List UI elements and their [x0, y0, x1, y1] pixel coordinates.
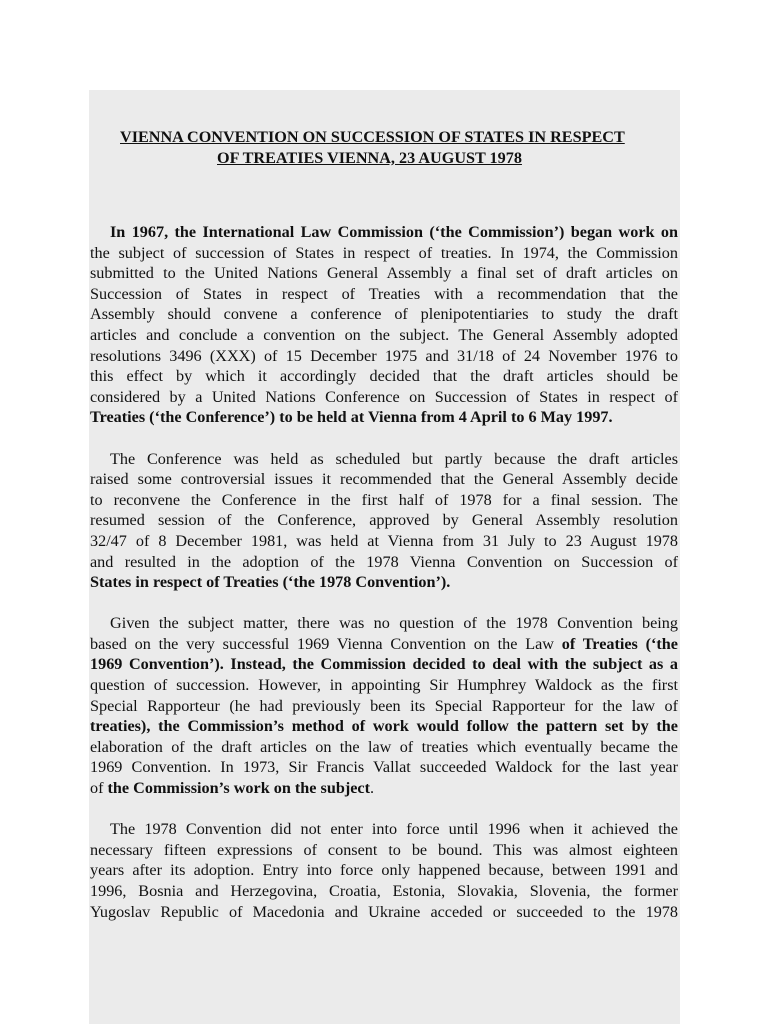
paragraph — [90, 222, 678, 428]
text-run: Assembly should convene a conference of plenipotentiaries to study the draft — [90, 305, 678, 324]
text-run: considered by a United Nations Conference on Succession of States in respect of — [90, 387, 678, 406]
text-run: Yugoslav Republic of Macedonia and Ukraine acceded or succeeded to the 1978 — [90, 902, 678, 921]
text-run: elaboration of the draft articles on the law of treaties which eventually became the — [90, 737, 678, 756]
text-line — [90, 552, 678, 573]
text-run: years after its adoption. Entry into force only happened because, between 1991 and — [90, 861, 678, 880]
title-line-1: VIENNA CONVENTION ON SUCCESSION OF STATES IN RESPECT — [120, 128, 625, 146]
text-run: based on the very successful 1969 Vienna Convention on the Law — [90, 634, 562, 653]
paragraph — [90, 613, 678, 798]
text-line — [90, 407, 678, 428]
text-run: Treaties (‘the Conference’) to be held at Vienna from 4 April to 6 May 1997. — [90, 408, 613, 427]
paragraph — [90, 819, 678, 922]
text-run: and resulted in the adoption of the 1978 Vienna Convention on Succession of — [90, 552, 678, 571]
text-run: 1969 Convention. In 1973, Sir Francis Vallat succeeded Waldock for the last year — [90, 758, 678, 777]
text-line — [90, 737, 678, 758]
text-run: The 1978 Convention did not enter into force until 1996 when it achieved the — [110, 820, 678, 839]
text-line — [90, 304, 678, 325]
text-line — [90, 222, 678, 243]
text-run: Given the subject matter, there was no question of the 1978 Convention being — [110, 614, 678, 633]
text-line — [90, 572, 678, 593]
text-line — [90, 840, 678, 861]
text-run: Special Rapporteur (he had previously been its Special Rapporteur for the law of — [90, 696, 678, 715]
text-line — [90, 613, 678, 634]
document-title — [89, 127, 680, 169]
text-line — [90, 716, 678, 737]
text-run: Succession of States in respect of Treaties with a recommendation that the — [90, 284, 678, 303]
text-run: the Commission’s work on the subject — [107, 779, 370, 798]
text-line — [90, 449, 678, 470]
text-line — [90, 696, 678, 717]
text-line — [90, 490, 678, 511]
text-line — [90, 469, 678, 490]
document-page — [89, 90, 680, 1024]
text-run: of Treaties (‘the — [561, 634, 678, 653]
text-line — [90, 634, 678, 655]
text-line — [90, 881, 678, 902]
text-line — [90, 284, 678, 305]
text-run: In 1967, the International Law Commission (‘the Commission’) began work on — [110, 223, 678, 241]
text-line — [90, 860, 678, 881]
text-line — [90, 325, 678, 346]
text-run: the subject of succession of States in respect of treaties. In 1974, the Commission — [90, 243, 678, 262]
text-run: 1996, Bosnia and Herzegovina, Croatia, Estonia, Slovakia, Slovenia, the former — [90, 882, 678, 900]
text-line — [90, 531, 678, 552]
text-run: treaties), the Commission’s method of work would follow the pattern set by the — [90, 717, 678, 736]
text-run: question of succession. However, in appointing Sir Humphrey Waldock as the first — [90, 676, 678, 695]
text-run: 1969 Convention’). Instead, the Commission decided to deal with the subject as a — [90, 655, 678, 674]
text-line — [90, 654, 678, 675]
text-line — [90, 510, 678, 531]
document-body — [90, 222, 678, 943]
text-run: articles and conclude a convention on the subject. The General Assembly adopted — [90, 325, 678, 344]
title-line-2: OF TREATIES VIENNA, 23 AUGUST 1978 — [217, 149, 522, 167]
text-run: The Conference was held as scheduled but partly because the draft articles — [110, 449, 678, 468]
text-line — [90, 819, 678, 840]
text-line — [90, 366, 678, 387]
text-run: submitted to the United Nations General Assembly a final set of draft articles on — [90, 264, 678, 283]
text-run: resumed session of the Conference, approved by General Assembly resolution — [90, 511, 678, 530]
text-run: necessary fifteen expressions of consent to be bound. This was almost eighteen — [90, 840, 678, 859]
text-line — [90, 387, 678, 408]
text-run: 32/47 of 8 December 1981, was held at Vienna from 31 July to 23 August 1978 — [90, 531, 678, 550]
paragraph — [90, 449, 678, 593]
text-run: resolutions 3496 (XXX) of 15 December 1975 and 31/18 of 24 November 1976 to — [90, 346, 678, 365]
text-line — [90, 757, 678, 778]
text-line — [90, 243, 678, 264]
text-run: to reconvene the Conference in the first half of 1978 for a final session. The — [90, 490, 678, 509]
text-line — [90, 778, 678, 799]
text-run: . — [369, 779, 375, 798]
text-line — [90, 346, 678, 367]
text-run: of — [90, 779, 108, 798]
text-line — [90, 263, 678, 284]
text-run: this effect by which it accordingly decided that the draft articles should be — [90, 367, 678, 386]
text-line — [90, 902, 678, 923]
text-run: raised some controversial issues it recommended that the General Assembly decide — [90, 470, 678, 489]
text-run: States in respect of Treaties (‘the 1978 Convention’). — [90, 573, 451, 592]
text-line — [90, 675, 678, 696]
